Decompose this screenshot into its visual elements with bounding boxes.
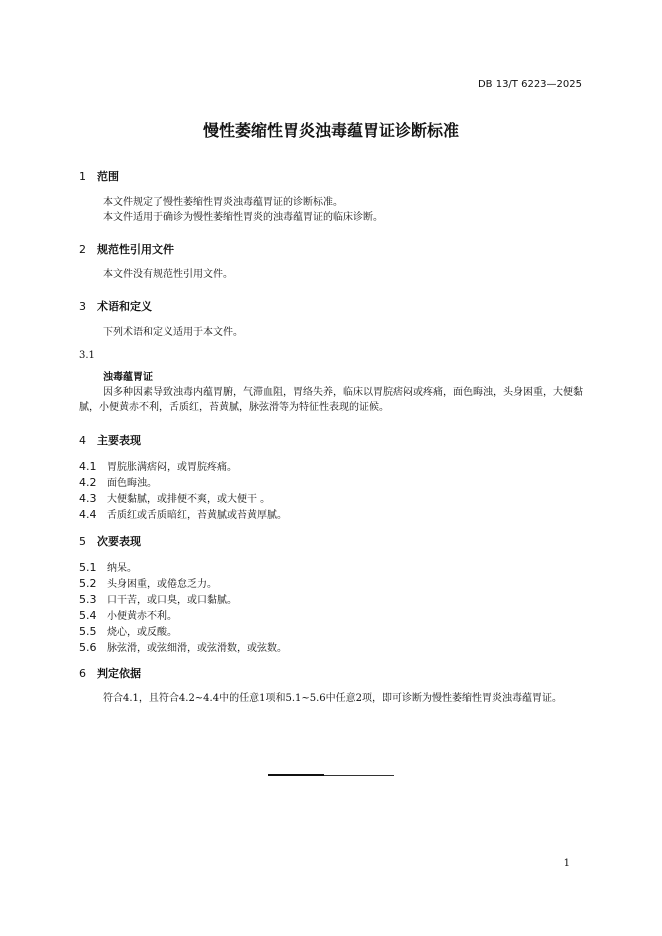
- list-item: 5.1 纳呆。: [79, 561, 137, 574]
- paragraph: 符合4.1，且符合4.2~4.4中的任意1项和5.1~5.6中任意2项，即可诊断为慢性萎缩性胃炎浊毒蕴胃证。: [103, 693, 562, 704]
- section-title: 主要表现: [97, 434, 141, 447]
- section-number: 3: [79, 300, 86, 313]
- section-2-heading: [79, 241, 174, 257]
- list-item: 5.6 脉弦滑，或弦细滑，或弦滑数，或弦数。: [79, 641, 287, 654]
- list-item: 5.4 小便黄赤不利。: [79, 609, 177, 622]
- section-1-heading: [79, 168, 119, 184]
- section-3-heading: [79, 298, 152, 314]
- list-item: 5.2 头身困重，或倦怠乏力。: [79, 577, 217, 590]
- section-title: 术语和定义: [97, 300, 152, 313]
- paragraph: 下列术语和定义适用于本文件。: [103, 327, 243, 338]
- section-number: 2: [79, 243, 86, 256]
- section-number: 1: [79, 170, 86, 183]
- page-number: 1: [563, 858, 570, 869]
- paragraph: 本文件没有规范性引用文件。: [103, 269, 233, 280]
- section-title: 判定依据: [97, 667, 141, 680]
- section-title: 范围: [97, 170, 119, 183]
- term-definition: 因多种因素导致浊毒内蕴胃腑，气滞血阻，胃络失养，临床以胃脘痞闷或疼痛，面色晦浊，头身困重，大便黏腻，小便黄赤不利，舌质红，苔黄腻，脉弦滑等为特征性表现的证候。: [79, 387, 583, 413]
- document-title: 慢性萎缩性胃炎浊毒蕴胃证诊断标准: [202, 121, 459, 140]
- paragraph: 本文件适用于确诊为慢性萎缩性胃炎的浊毒蕴胃证的临床诊断。: [103, 212, 383, 223]
- section-6-heading: [79, 665, 141, 681]
- list-item: 4.1 胃脘胀满痞闷，或胃脘疼痛。: [79, 460, 237, 473]
- section-number: 6: [79, 667, 86, 680]
- list-item: 4.4 舌质红或舌质暗红，苔黄腻或苔黄厚腻。: [79, 508, 287, 521]
- section-5-heading: [79, 533, 141, 549]
- subsection-number: 3.1: [79, 350, 95, 361]
- end-rule-bold: [268, 774, 324, 776]
- paragraph: 本文件规定了慢性萎缩性胃炎浊毒蕴胃证的诊断标准。: [103, 197, 343, 208]
- list-item: 4.2 面色晦浊。: [79, 476, 157, 489]
- section-title: 规范性引用文件: [97, 243, 174, 256]
- section-number: 5: [79, 535, 86, 548]
- section-number: 4: [79, 434, 86, 447]
- term-title: 浊毒蕴胃证: [103, 372, 153, 383]
- list-item: 4.3 大便黏腻，或排便不爽，或大便干 。: [79, 492, 271, 505]
- standard-code: DB 13/T 6223—2025: [477, 79, 582, 90]
- section-4-heading: [79, 432, 141, 448]
- list-item: 5.3 口干苦，或口臭，或口黏腻。: [79, 593, 237, 606]
- section-title: 次要表现: [97, 535, 141, 548]
- list-item: 5.5 烧心，或反酸。: [79, 625, 177, 638]
